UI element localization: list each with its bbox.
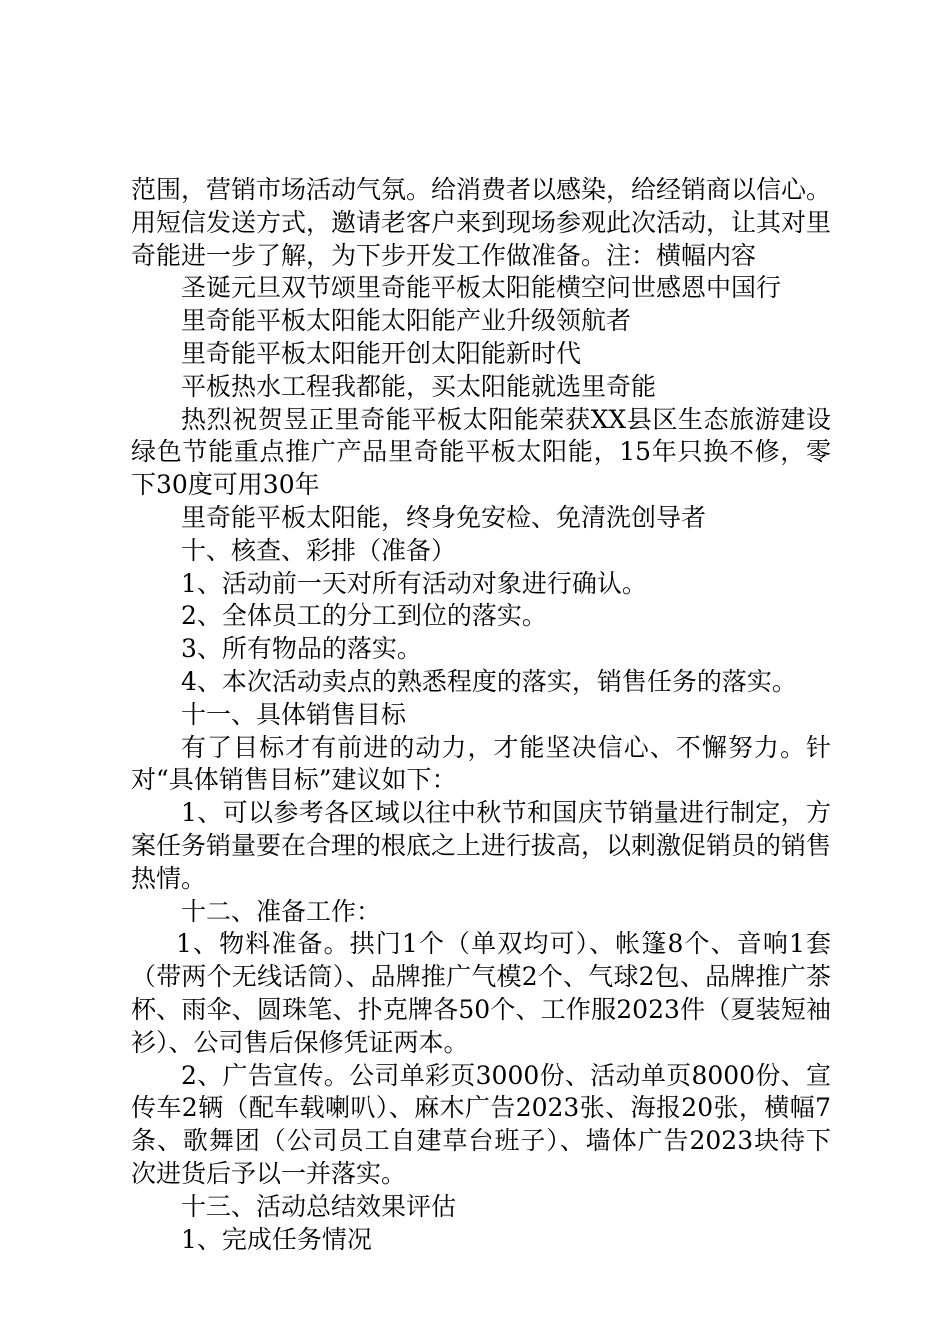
banner-line-1: 圣诞元旦双节颂里奇能平板太阳能横空问世感恩中国行 bbox=[181, 273, 782, 303]
banner-line-5: 热烈祝贺昱正里奇能平板太阳能荣获XX县区生态旅游建设绿色节能重点推广产品里奇能平板太阳能，15年只换不修，零下30度可用30年 bbox=[131, 404, 831, 500]
banner-line-2: 里奇能平板太阳能太阳能产业升级领航者 bbox=[181, 306, 632, 336]
list-item: 4、本次活动卖点的熟悉程度的落实，销售任务的落实。 bbox=[181, 666, 797, 696]
banner-line-4: 平板热水工程我都能，买太阳能就选里奇能 bbox=[181, 371, 657, 401]
document-body bbox=[131, 174, 831, 1256]
list-item: 2、广告宣传。公司单彩页3000份、活动单页8000份、宣传车2辆（配车载喇叭）、麻木广告2023张、海报20张，横幅7条、歌舞团（公司员工自建草台班子）、墙体广告2023块待下次进货后予以一并落实。 bbox=[131, 1060, 831, 1188]
list-item: 1、完成任务情况 bbox=[181, 1224, 372, 1254]
section-heading-11: 十一、具体销售目标 bbox=[181, 699, 407, 729]
list-item: 1、物料准备。拱门1个（单双均可）、帐篷8个、音响1套（带两个无线话筒）、品牌推广气模2个、气球2包、品牌推广茶杯、雨伞、圆珠笔、扑克牌各50个、工作服2023件（夏装短袖衫）、公司售后保修凭证两本。 bbox=[131, 929, 831, 1057]
banner-line-6: 里奇能平板太阳能，终身免安检、免清洗创导者 bbox=[181, 502, 707, 532]
list-item: 2、全体员工的分工到位的落实。 bbox=[181, 601, 547, 631]
list-item: 3、所有物品的落实。 bbox=[181, 634, 422, 664]
paragraph: 有了目标才有前进的动力，才能坚决信心、不懈努力。针对“具体销售目标”建议如下： bbox=[131, 732, 831, 795]
list-item: 1、可以参考各区域以往中秋节和国庆节销量进行制定，方案任务销量要在合理的根底之上进行拔高，以刺激促销员的销售热情。 bbox=[131, 798, 832, 893]
paragraph-continuation: 范围，营销市场活动气氛。给消费者以感染，给经销商以信心。用短信发送方式，邀请老客户来到现场参观此次活动，让其对里奇能进一步了解，为下步开发工作做准备。注：横幅内容 bbox=[131, 175, 832, 270]
section-heading-12: 十二、准备工作： bbox=[181, 896, 382, 926]
section-heading-10: 十、核查、彩排（准备） bbox=[181, 535, 457, 565]
section-heading-13: 十三、活动总结效果评估 bbox=[181, 1191, 457, 1221]
banner-line-3: 里奇能平板太阳能开创太阳能新时代 bbox=[181, 338, 582, 368]
list-item: 1、活动前一天对所有活动对象进行确认。 bbox=[181, 568, 647, 598]
